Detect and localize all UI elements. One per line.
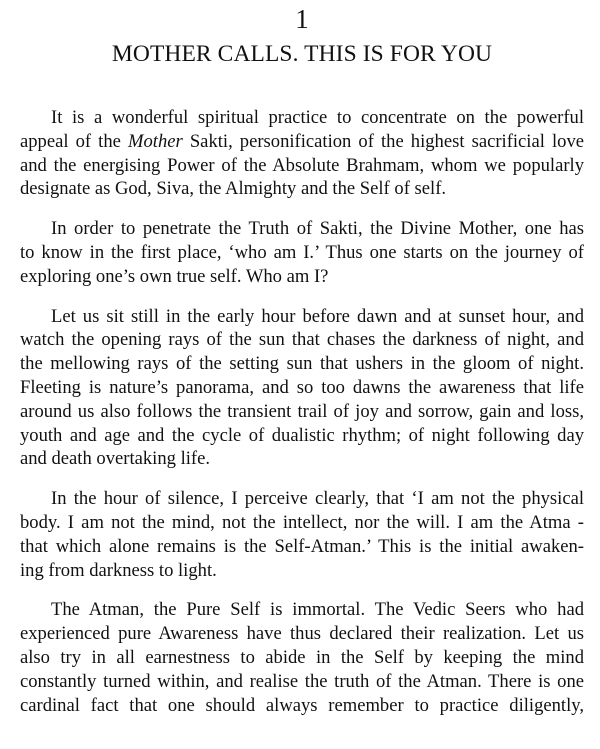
text-line: exploring one’s own true self. Who am I? [20, 265, 329, 287]
text-line: youth and age and the cycle of dualistic rhythm; of night following day [20, 424, 584, 446]
text-line: that which alone remains is the Self-Atman.’ This is the initial awaken- [20, 535, 584, 557]
text-line: and the energising Power of the Absolute Brahmam, whom we popularly [20, 154, 584, 176]
emphasis-mother: Mother [128, 130, 183, 152]
text-line: also try in all earnestness to abide in the Self by keeping the mind [20, 646, 584, 668]
text-line: Let us sit still in the early hour before dawn and at sunset hour, and [51, 305, 584, 327]
text-line: watch the opening rays of the sun that chases the darkness of night, and [20, 329, 584, 351]
text-line: to know in the first place, ‘who am I.’ Thus one starts on the journey of [20, 241, 584, 263]
chapter-body [20, 106, 584, 717]
text-line: the mellowing rays of the setting sun that ushers in the gloom of night. [20, 353, 584, 375]
text-line: In order to penetrate the Truth of Sakti, the Divine Mother, one has [51, 218, 584, 240]
paragraph-1 [20, 106, 584, 201]
text-line: cardinal fact that one should always remember to practice diligently, [20, 694, 584, 716]
text-line: constantly turned within, and realise the truth of the Atman. There is one [20, 670, 584, 692]
text-line: designate as God, Siva, the Almighty and the Self of self. [20, 178, 447, 200]
text-line: experienced pure Awareness have thus declared their realization. Let us [20, 623, 584, 645]
text-line: and death overtaking life. [20, 448, 210, 470]
text-line: appeal of the Mother Sakti, personification of the highest sacrificial love [20, 130, 584, 152]
chapter-title: MOTHER CALLS. THIS IS FOR YOU [111, 41, 493, 67]
text-line: Fleeting is nature’s panorama, and so too dawns the awareness that life [20, 376, 584, 398]
paragraph-5 [20, 598, 584, 717]
text-line: ing from darkness to light. [20, 559, 217, 581]
text-line: The Atman, the Pure Self is immortal. The Vedic Seers who had [51, 599, 584, 621]
text-line: body. I am not the mind, not the intellect, nor the will. I am the Atma - [20, 511, 584, 533]
chapter-number: 1 [295, 4, 309, 34]
paragraph-3 [20, 305, 584, 472]
paragraph-2 [20, 217, 584, 288]
text-line: around us also follows the transient trail of joy and sorrow, gain and loss, [20, 400, 584, 422]
text-line: In the hour of silence, I perceive clearly, that ‘I am not the physical [51, 488, 584, 510]
paragraph-4 [20, 487, 584, 582]
text-line: It is a wonderful spiritual practice to concentrate on the powerful [51, 107, 584, 128]
